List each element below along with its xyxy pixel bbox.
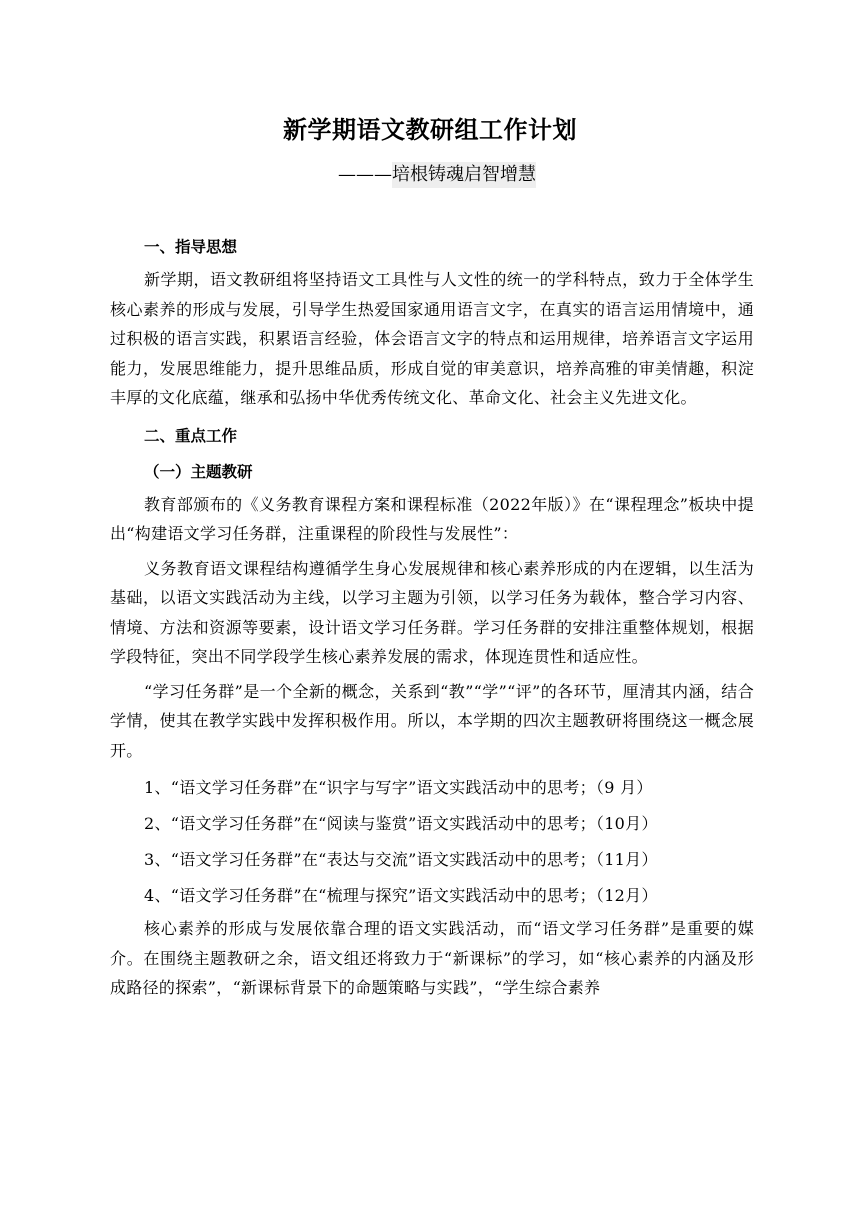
paragraph-guiding-thought: 新学期，语文教研组将坚持语文工具性与人文性的统一的学科特点，致力于全体学生核心素养的形成与发展，引导学生热爱国家通用语言文字，在真实的语言运用情境中，通过积极的语言实践，积累语言经验，体会语言文字的特点和运用规律，培养语言文字运用能力，发展思维能力，提升思维品质，形成自觉的审美意识，培养高雅的审美情趣，积淀丰厚的文化底蕴，继承和弘扬中华优秀传统文化、革命文化、社会主义先进文化。	[110, 270, 754, 407]
subtitle-dash: ———	[338, 164, 392, 185]
section-heading-key-work: 二、重点工作	[144, 426, 238, 445]
list-item: 1、“语文学习任务群”在“识字与写字”语文实践活动中的思考；（9 月）	[144, 778, 653, 797]
document-title: 新学期语文教研组工作计划	[283, 115, 577, 144]
paragraph-curriculum-standard: 教育部颁布的《义务教育课程方案和课程标准（2022年版）》在“课程理念”板块中提出“构建语文学习任务群，注重课程的阶段性与发展性”：	[110, 494, 754, 543]
section-heading-guiding-thought: 一、指导思想	[144, 238, 238, 256]
list-item: 4、“语文学习任务群”在“梳理与探究”语文实践活动中的思考；（12月）	[144, 886, 658, 905]
subtitle-text: 培根铸魂启智增慧	[392, 162, 536, 188]
paragraph-core-literacy: 核心素养的形成与发展依靠合理的语文实践活动，而“语文学习任务群”是重要的媒介。在围绕主题教研之余，语文组还将致力于“新课标”的学习，如“核心素养的内涵及形成路径的探索”，“新课标背景下的命题策略与实践”，“学生综合素养	[110, 919, 754, 997]
document-body	[110, 229, 754, 1008]
list-item: 2、“语文学习任务群”在“阅读与鉴赏”语文实践活动中的思考；（10月）	[144, 814, 658, 833]
list-item: 3、“语文学习任务群”在“表达与交流”语文实践活动中的思考；（11月）	[144, 850, 658, 869]
document-subtitle	[338, 160, 536, 186]
paragraph-curriculum-structure: 义务教育语文课程结构遵循学生身心发展规律和核心素养形成的内在逻辑，以生活为基础，以语文实践活动为主线，以学习主题为引领，以学习任务为载体，整合学习内容、情境、方法和资源等要素，设计语文学习任务群。学习任务群的安排注重整体规划，根据学段特征，突出不同学段学生核心素养发展的需求，体现连贯性和适应性。	[110, 558, 754, 666]
subsection-heading-theme-research: （一）主题教研	[144, 462, 253, 481]
paragraph-task-group-concept: “学习任务群”是一个全新的概念，关系到“教”“学”“评”的各环节，厘清其内涵，结合学情，使其在教学实践中发挥积极作用。所以，本学期的四次主题教研将围绕这一概念展开。	[110, 681, 754, 760]
